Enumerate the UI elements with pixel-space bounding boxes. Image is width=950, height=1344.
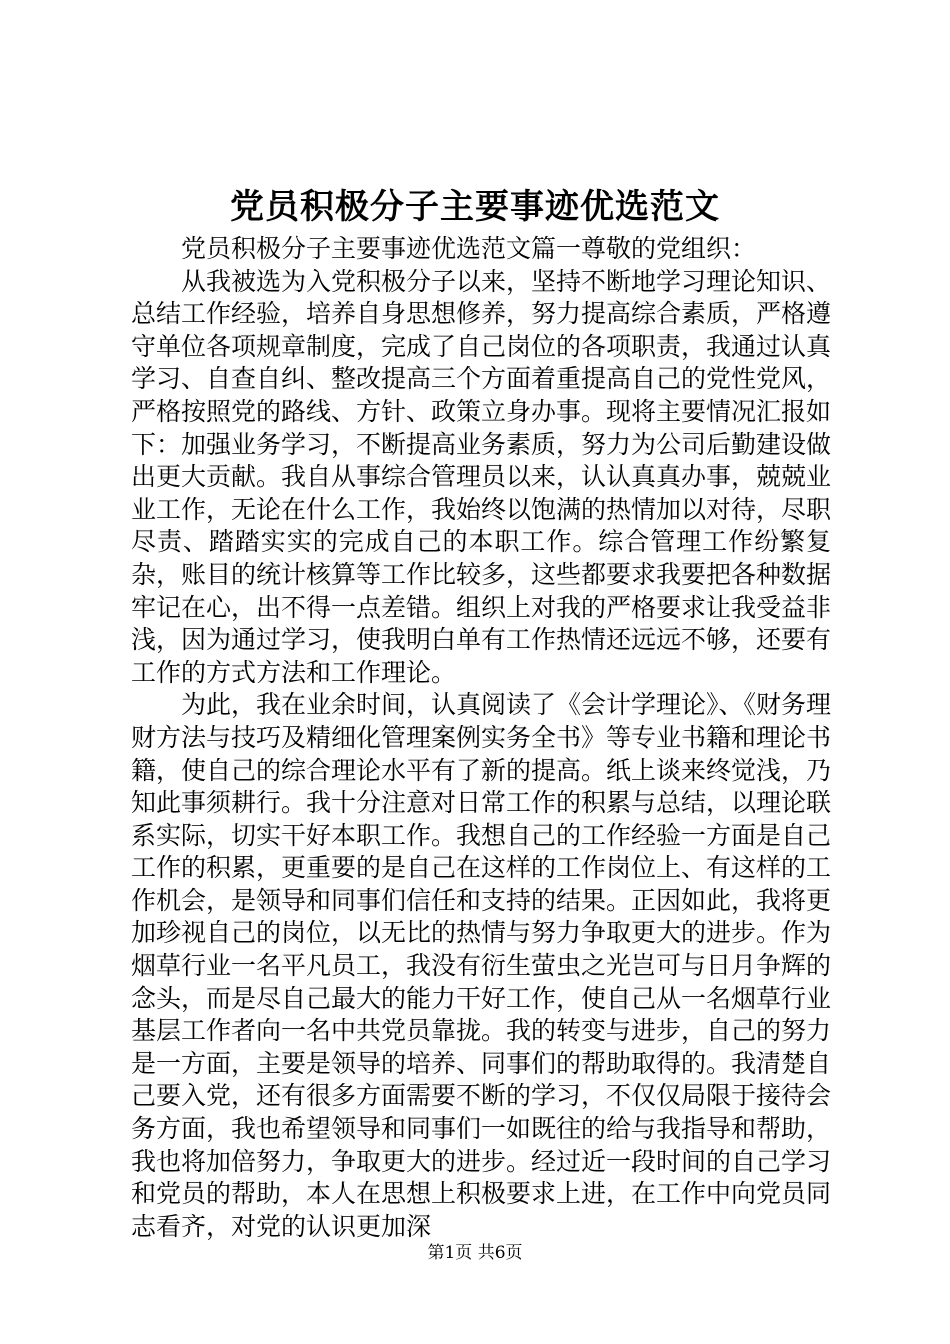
paragraph-intro: 党员积极分子主要事迹优选范文篇一尊敬的党组织：	[181, 234, 757, 263]
paragraph-continued: 为此，我在业余时间，认真阅读了《会计学理论》、《财务理财方法与技巧及精细化管理案例实务全书》等专业书籍和理论书籍，使自己的综合理论水平有了新的提高。纸上谈来终觉浅，乃知此事须耕行。我十分注意对日常工作的积累与总结，以理论联系实际，切实干好本职工作。我想自己的工作经验一方面是自己工作的积累，更重要的是自己在这样的工作岗位上、有这样的工作机会，是领导和同事们信任和支持的结果。正因如此，我将更加珍视自己的岗位，以无比的热情与努力争取更大的进步。作为烟草行业一名平凡员工，我没有衍生萤虫之光岂可与日月争辉的念头，而是尽自己最大的能力干好工作，使自己从一名烟草行业基层工作者向一名中共党员靠拢。我的转变与进步，自己的努力是一方面，主要是领导的培养、同事们的帮助取得的。我清楚自己要入党，还有很多方面需要不断的学习，不仅仅局限于接待会务方面，我也希望领导和同事们一如既往的给与我指导和帮助，我也将加倍努力，争取更大的进步。经过近一段时间的自己学习和党员的帮助，本人在思想上积极要求上进，在工作中向党员同志看齐，对党的认识更加深	[131, 690, 832, 1241]
document-body	[131, 233, 831, 1243]
page-number-footer: 第1页 共6页	[427, 1243, 523, 1263]
paragraph-main: 从我被选为入党积极分子以来，坚持不断地学习理论知识、总结工作经验，培养自身思想修养，努力提高综合素质，严格遵守单位各项规章制度，完成了自己岗位的各项职责，我通过认真学习、自查自纠、整改提高三个方面着重提高自己的党性党风，严格按照党的路线、方针、政策立身办事。现将主要情况汇报如下：加强业务学习，不断提高业务素质，努力为公司后勤建设做出更大贡献。我自从事综合管理员以来，认认真真办事，兢兢业业工作，无论在什么工作，我始终以饱满的热情加以对待，尽职尽责、踏踏实实的完成自己的本职工作。综合管理工作纷繁复杂，账目的统计核算等工作比较多，这些都要求我要把各种数据牢记在心，出不得一点差错。组织上对我的严格要求让我受益非浅，因为通过学习，使我明白单有工作热情还远远不够，还要有工作的方式方法和工作理论。	[131, 266, 832, 687]
document-title: 党员积极分子主要事迹优选范文	[230, 187, 720, 227]
